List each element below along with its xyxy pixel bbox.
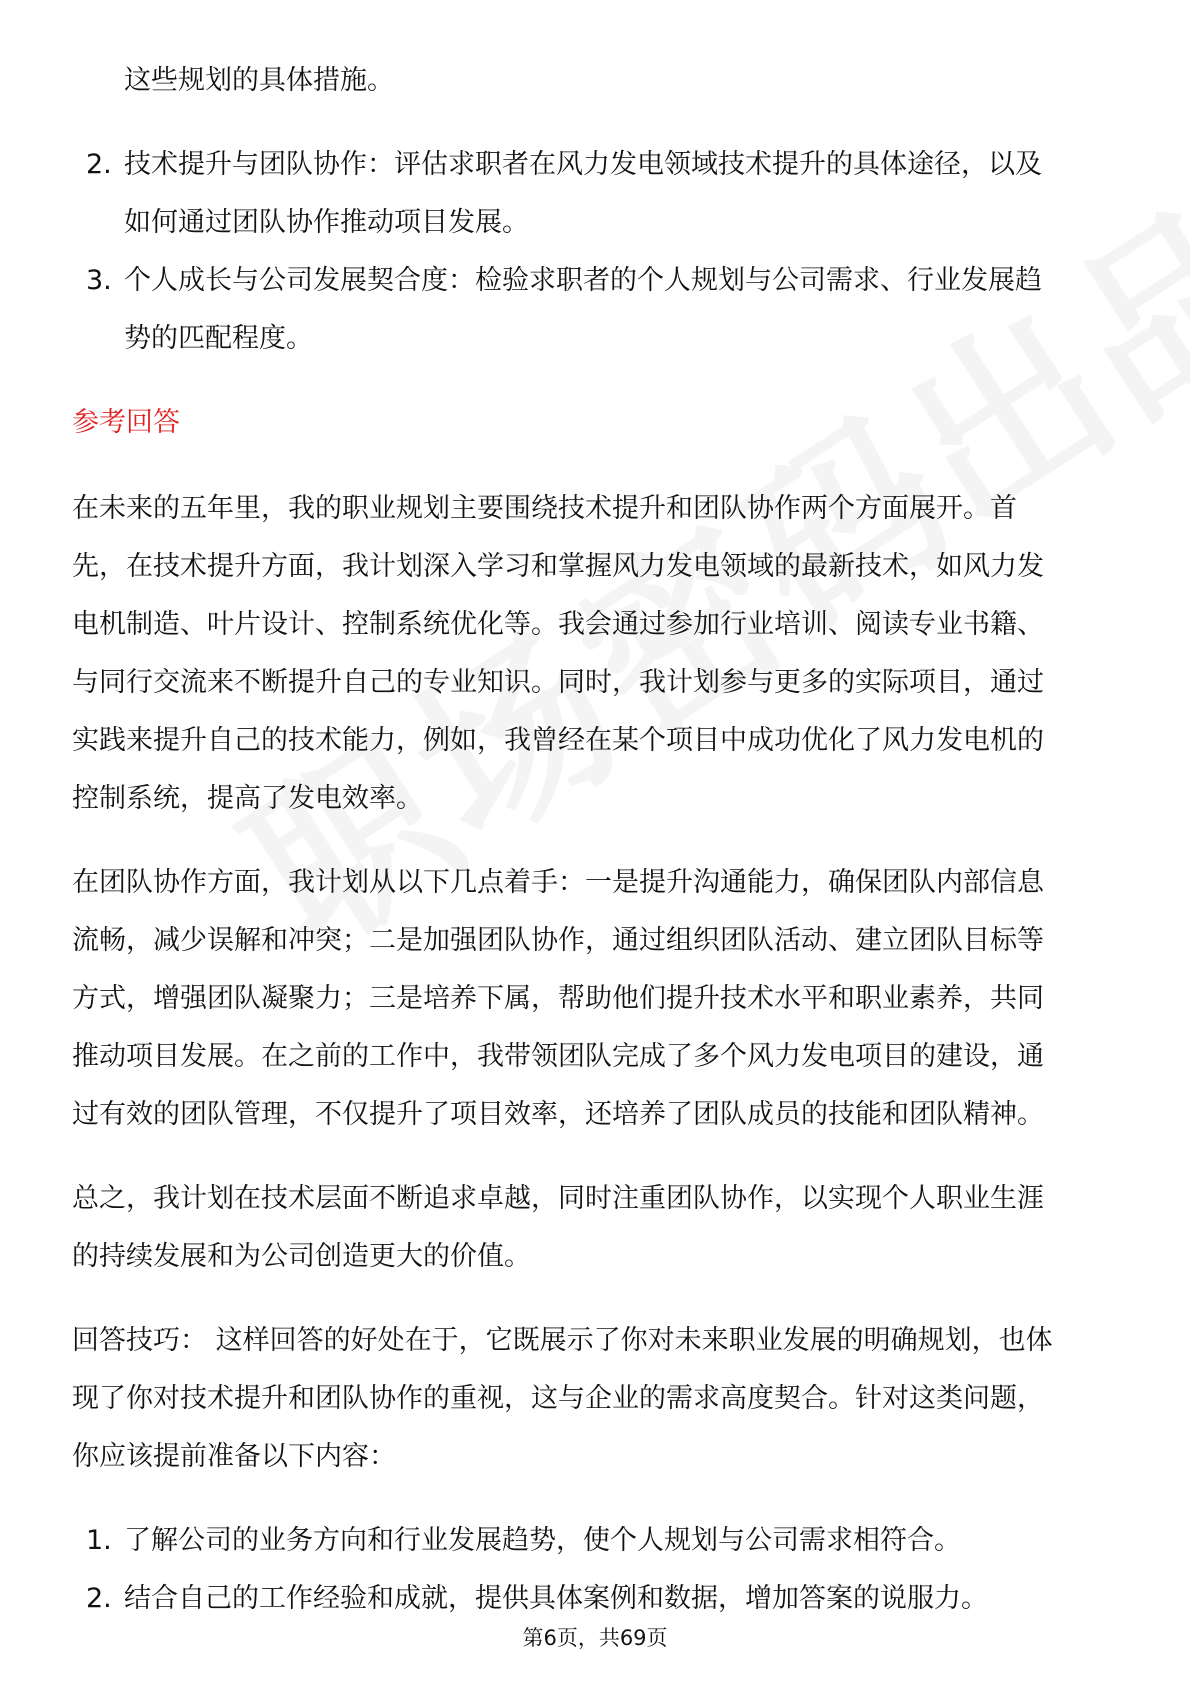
list-number: 2.	[86, 149, 112, 180]
paragraph-line: 方式，增强团队凝聚力；三是培养下属，帮助他们提升技术水平和职业素养，共同	[72, 983, 1044, 1014]
list-item	[72, 252, 1118, 368]
list-number: 1.	[86, 1525, 112, 1556]
list-item	[72, 1570, 1118, 1628]
list-number: 3.	[86, 265, 112, 296]
paragraph-line: 在未来的五年里，我的职业规划主要围绕技术提升和团队协作两个方面展开。首	[72, 493, 1017, 524]
list-item-line: 势的匹配程度。	[124, 323, 313, 354]
section-heading: 参考回答	[72, 407, 180, 438]
list-item	[72, 1512, 1118, 1570]
paragraph-line: 推动项目发展。在之前的工作中，我带领团队完成了多个风力发电项目的建设，通	[72, 1041, 1044, 1072]
paragraph-line: 你应该提前准备以下内容：	[72, 1441, 396, 1472]
list-item-line: 个人成长与公司发展契合度：检验求职者的个人规划与公司需求、行业发展趋	[124, 265, 1042, 296]
continued-text: 这些规划的具体措施。	[124, 65, 394, 96]
list-item	[72, 136, 1118, 252]
paragraph-line: 实践来提升自己的技术能力，例如，我曾经在某个项目中成功优化了风力发电机的	[72, 725, 1044, 756]
paragraph-line: 总之，我计划在技术层面不断追求卓越，同时注重团队协作，以实现个人职业生涯	[72, 1183, 1044, 1214]
paragraph-line: 回答技巧： 这样回答的好处在于，它既展示了你对未来职业发展的明确规划，也体	[72, 1325, 1053, 1356]
paragraph-line: 的持续发展和为公司创造更大的价值。	[72, 1241, 531, 1272]
list-item-line: 了解公司的业务方向和行业发展趋势，使个人规划与公司需求相符合。	[124, 1525, 961, 1556]
paragraph-line: 控制系统，提高了发电效率。	[72, 783, 423, 814]
answer-paragraph-2	[72, 854, 1118, 1144]
criteria-list	[72, 136, 1118, 368]
answer-paragraph-3	[72, 1170, 1118, 1286]
answer-tips-paragraph	[72, 1312, 1118, 1486]
paragraph-line: 过有效的团队管理，不仅提升了项目效率，还培养了团队成员的技能和团队精神。	[72, 1099, 1044, 1130]
paragraph-line: 先，在技术提升方面，我计划深入学习和掌握风力发电领域的最新技术，如风力发	[72, 551, 1044, 582]
answer-paragraph-1	[72, 480, 1118, 828]
paragraph-line: 流畅，减少误解和冲突；二是加强团队协作，通过组织团队活动、建立团队目标等	[72, 925, 1044, 956]
list-item-line: 结合自己的工作经验和成就，提供具体案例和数据，增加答案的说服力。	[124, 1583, 988, 1614]
list-item-line: 如何通过团队协作推动项目发展。	[124, 207, 529, 238]
page-number-footer: 第6页，共69页	[522, 1626, 668, 1650]
preparation-list	[72, 1512, 1118, 1628]
paragraph-line: 与同行交流来不断提升自己的专业知识。同时，我计划参与更多的实际项目，通过	[72, 667, 1044, 698]
paragraph-line: 电机制造、叶片设计、控制系统优化等。我会通过参加行业培训、阅读专业书籍、	[72, 609, 1044, 640]
list-number: 2.	[86, 1583, 112, 1614]
page-content	[72, 52, 1118, 1654]
paragraph-line: 在团队协作方面，我计划从以下几点着手：一是提升沟通能力，确保团队内部信息	[72, 867, 1044, 898]
paragraph-line: 现了你对技术提升和团队协作的重视，这与企业的需求高度契合。针对这类问题，	[72, 1383, 1044, 1414]
list-item-line: 技术提升与团队协作：评估求职者在风力发电领域技术提升的具体途径，以及	[124, 149, 1042, 180]
